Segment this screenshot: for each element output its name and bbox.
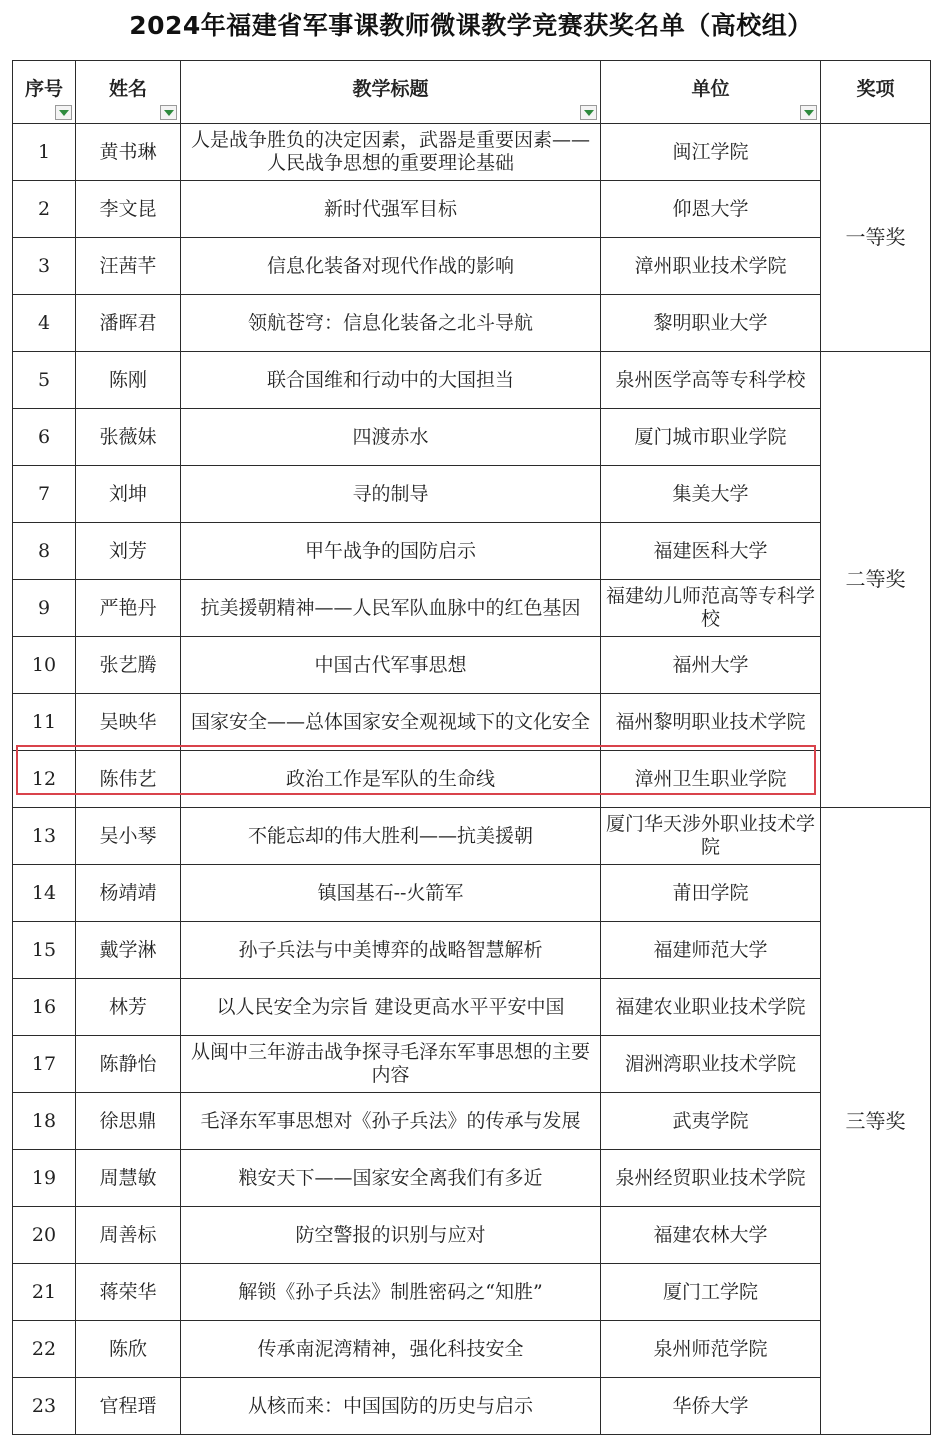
cell-index: 23	[13, 1378, 76, 1435]
cell-index: 16	[13, 979, 76, 1036]
cell-index: 9	[13, 580, 76, 637]
table-row	[13, 466, 931, 523]
cell-name: 张艺腾	[76, 637, 181, 694]
header-name-label: 姓名	[108, 77, 147, 100]
cell-name: 吴小琴	[76, 808, 181, 865]
cell-name: 林芳	[76, 979, 181, 1036]
cell-name: 陈刚	[76, 352, 181, 409]
cell-index: 14	[13, 865, 76, 922]
table-row	[13, 1378, 931, 1435]
cell-topic: 国家安全——总体国家安全观视域下的文化安全	[181, 694, 601, 751]
cell-topic: 从闽中三年游击战争探寻毛泽东军事思想的主要内容	[181, 1036, 601, 1093]
cell-topic: 新时代强军目标	[181, 181, 601, 238]
table-row	[13, 1207, 931, 1264]
cell-unit: 厦门城市职业学院	[601, 409, 821, 466]
cell-name: 刘芳	[76, 523, 181, 580]
cell-unit: 厦门华天涉外职业技术学院	[601, 808, 821, 865]
header-topic	[181, 61, 601, 124]
table-row	[13, 580, 931, 637]
award-third: 三等奖	[821, 808, 931, 1435]
cell-unit: 华侨大学	[601, 1378, 821, 1435]
cell-name: 陈欣	[76, 1321, 181, 1378]
cell-unit: 福州黎明职业技术学院	[601, 694, 821, 751]
cell-index: 4	[13, 295, 76, 352]
filter-dropdown-icon[interactable]	[800, 105, 817, 120]
cell-topic: 孙子兵法与中美博弈的战略智慧解析	[181, 922, 601, 979]
cell-index: 21	[13, 1264, 76, 1321]
cell-topic: 粮安天下——国家安全离我们有多近	[181, 1150, 601, 1207]
table-row	[13, 352, 931, 409]
cell-index: 11	[13, 694, 76, 751]
cell-topic: 领航苍穹：信息化装备之北斗导航	[181, 295, 601, 352]
cell-index: 19	[13, 1150, 76, 1207]
table-header-row	[13, 61, 931, 124]
cell-index: 17	[13, 1036, 76, 1093]
table-row	[13, 409, 931, 466]
cell-topic: 传承南泥湾精神，强化科技安全	[181, 1321, 601, 1378]
cell-topic: 中国古代军事思想	[181, 637, 601, 694]
cell-unit: 漳州卫生职业学院	[601, 751, 821, 808]
table-row	[13, 1150, 931, 1207]
filter-dropdown-icon[interactable]	[160, 105, 177, 120]
cell-unit: 福建医科大学	[601, 523, 821, 580]
table-row	[13, 1093, 931, 1150]
cell-topic: 四渡赤水	[181, 409, 601, 466]
cell-index: 3	[13, 238, 76, 295]
cell-topic: 信息化装备对现代作战的影响	[181, 238, 601, 295]
header-name	[76, 61, 181, 124]
cell-index: 7	[13, 466, 76, 523]
cell-topic: 政治工作是军队的生命线	[181, 751, 601, 808]
table-row	[13, 181, 931, 238]
filter-dropdown-icon[interactable]	[580, 105, 597, 120]
cell-index: 13	[13, 808, 76, 865]
cell-name: 刘坤	[76, 466, 181, 523]
cell-index: 8	[13, 523, 76, 580]
table-row-highlighted	[13, 751, 931, 808]
cell-index: 12	[13, 751, 76, 808]
cell-unit: 福建幼儿师范高等专科学校	[601, 580, 821, 637]
cell-index: 22	[13, 1321, 76, 1378]
cell-name: 陈静怡	[76, 1036, 181, 1093]
table-row	[13, 295, 931, 352]
table-row	[13, 637, 931, 694]
cell-unit: 武夷学院	[601, 1093, 821, 1150]
cell-unit: 福建农林大学	[601, 1207, 821, 1264]
cell-unit: 厦门工学院	[601, 1264, 821, 1321]
cell-name: 徐思鼎	[76, 1093, 181, 1150]
header-unit-label: 单位	[691, 77, 730, 100]
cell-name: 潘晖君	[76, 295, 181, 352]
cell-unit: 黎明职业大学	[601, 295, 821, 352]
cell-name: 官程瑨	[76, 1378, 181, 1435]
cell-topic: 从核而来：中国国防的历史与启示	[181, 1378, 601, 1435]
table-row	[13, 523, 931, 580]
award-first: 一等奖	[821, 124, 931, 352]
cell-unit: 湄洲湾职业技术学院	[601, 1036, 821, 1093]
cell-unit: 福建师范大学	[601, 922, 821, 979]
table-row	[13, 1321, 931, 1378]
cell-name: 严艳丹	[76, 580, 181, 637]
cell-unit: 泉州医学高等专科学校	[601, 352, 821, 409]
cell-index: 2	[13, 181, 76, 238]
table-row	[13, 238, 931, 295]
cell-name: 蒋荣华	[76, 1264, 181, 1321]
cell-unit: 漳州职业技术学院	[601, 238, 821, 295]
cell-name: 黄书琳	[76, 124, 181, 181]
table-row	[13, 865, 931, 922]
cell-unit: 闽江学院	[601, 124, 821, 181]
header-unit	[601, 61, 821, 124]
cell-index: 15	[13, 922, 76, 979]
header-topic-label: 教学标题	[352, 77, 429, 100]
cell-topic: 抗美援朝精神——人民军队血脉中的红色基因	[181, 580, 601, 637]
header-award	[821, 61, 931, 124]
cell-topic: 人是战争胜负的决定因素，武器是重要因素——人民战争思想的重要理论基础	[181, 124, 601, 181]
cell-name: 周慧敏	[76, 1150, 181, 1207]
cell-name: 戴学淋	[76, 922, 181, 979]
cell-index: 10	[13, 637, 76, 694]
cell-name: 周善标	[76, 1207, 181, 1264]
cell-topic: 寻的制导	[181, 466, 601, 523]
cell-topic: 镇国基石--火箭军	[181, 865, 601, 922]
cell-name: 吴映华	[76, 694, 181, 751]
cell-unit: 集美大学	[601, 466, 821, 523]
table-row	[13, 1036, 931, 1093]
cell-name: 张薇妹	[76, 409, 181, 466]
awards-table	[12, 60, 931, 1435]
cell-index: 18	[13, 1093, 76, 1150]
cell-index: 5	[13, 352, 76, 409]
header-award-label: 奖项	[856, 77, 895, 100]
table-row	[13, 694, 931, 751]
header-index-label: 序号	[24, 77, 63, 100]
cell-topic: 防空警报的识别与应对	[181, 1207, 601, 1264]
cell-unit: 莆田学院	[601, 865, 821, 922]
cell-topic: 以人民安全为宗旨 建设更高水平平安中国	[181, 979, 601, 1036]
cell-topic: 不能忘却的伟大胜利——抗美援朝	[181, 808, 601, 865]
cell-index: 6	[13, 409, 76, 466]
cell-unit: 仰恩大学	[601, 181, 821, 238]
cell-name: 汪茜芊	[76, 238, 181, 295]
cell-unit: 泉州师范学院	[601, 1321, 821, 1378]
cell-name: 陈伟艺	[76, 751, 181, 808]
cell-topic: 解锁《孙子兵法》制胜密码之“知胜”	[181, 1264, 601, 1321]
cell-unit: 福建农业职业技术学院	[601, 979, 821, 1036]
cell-index: 20	[13, 1207, 76, 1264]
table-row	[13, 124, 931, 181]
cell-index: 1	[13, 124, 76, 181]
filter-dropdown-icon[interactable]	[55, 105, 72, 120]
award-second: 二等奖	[821, 352, 931, 808]
table-row	[13, 922, 931, 979]
cell-unit: 泉州经贸职业技术学院	[601, 1150, 821, 1207]
cell-topic: 联合国维和行动中的大国担当	[181, 352, 601, 409]
cell-topic: 毛泽东军事思想对《孙子兵法》的传承与发展	[181, 1093, 601, 1150]
header-index	[13, 61, 76, 124]
table-row	[13, 808, 931, 865]
table-row	[13, 979, 931, 1036]
document-title: 2024年福建省军事课教师微课教学竞赛获奖名单（高校组）	[129, 11, 813, 40]
cell-topic: 甲午战争的国防启示	[181, 523, 601, 580]
cell-name: 杨靖靖	[76, 865, 181, 922]
cell-name: 李文昆	[76, 181, 181, 238]
cell-unit: 福州大学	[601, 637, 821, 694]
table-row	[13, 1264, 931, 1321]
